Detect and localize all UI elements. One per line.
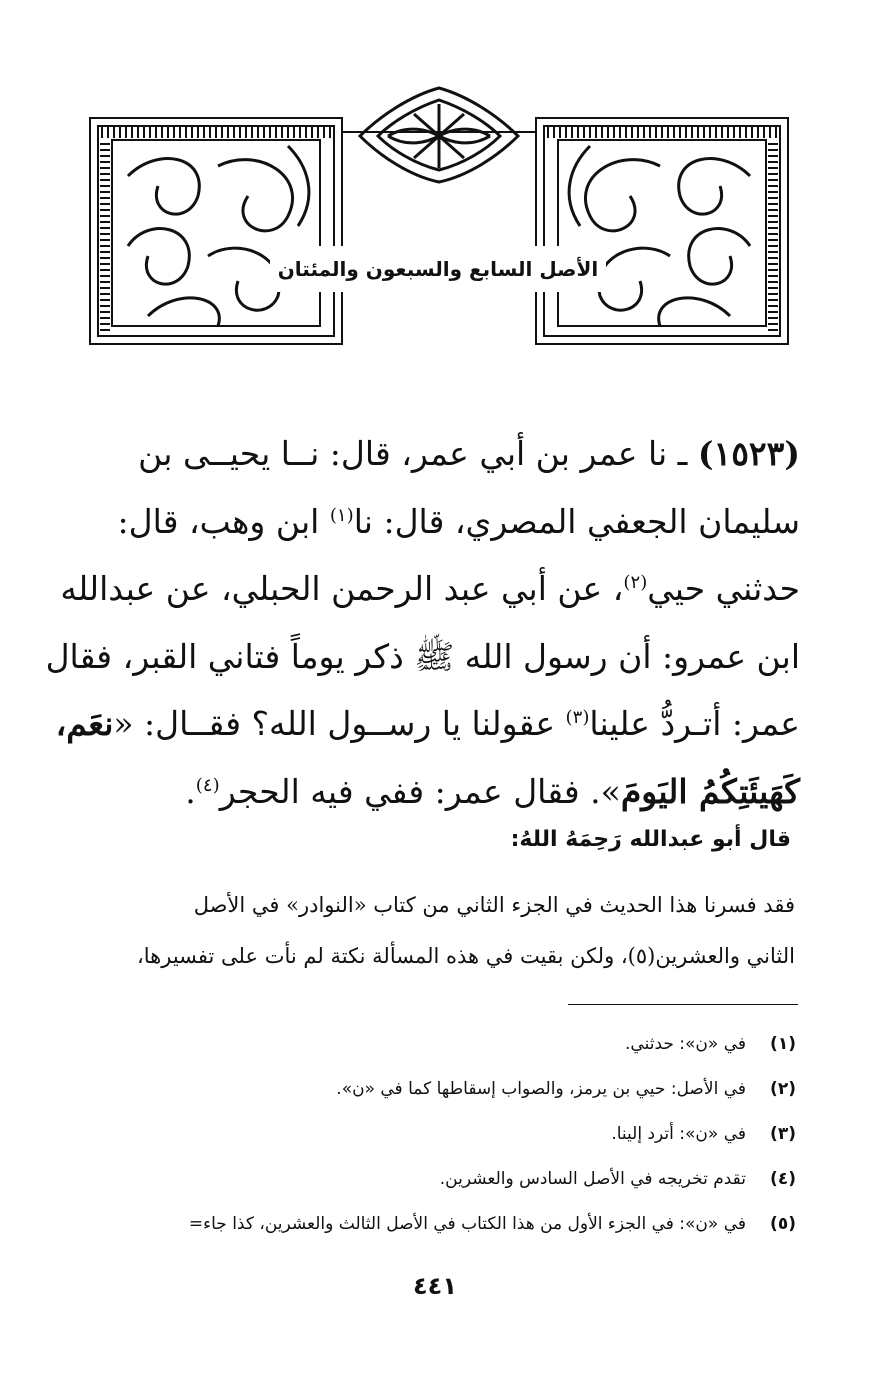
footnote-number: (٢) — [770, 1079, 796, 1099]
footnote-number: (٤) — [770, 1169, 796, 1189]
footnote-number: (٥) — [770, 1214, 796, 1234]
footnote-item — [80, 1202, 796, 1247]
footnote-divider — [568, 1004, 798, 1005]
footnote-text: تقدم تخريجه في الأصل السادس والعشرين. — [439, 1169, 746, 1189]
footnote-item — [80, 1022, 796, 1067]
footnote-text: في «ن»: في الجزء الأول من هذا الكتاب في الأصل الثالث والعشرين، كذا جاء= — [188, 1214, 746, 1234]
hadith-number: (١٥٢٣) — [697, 434, 800, 473]
hadith-line-6: كَهَيئَتِكُمُ اليَومَ». فقال عمر: ففي فيه الحجر$^{(٤)}$. — [185, 771, 800, 811]
footnote-number: (١) — [770, 1034, 796, 1054]
footnote-ref: (٤) — [195, 774, 220, 796]
footnote-item — [80, 1112, 796, 1157]
page-number: ٤٤١ — [413, 1272, 457, 1300]
hadith-line-2: سليمان الجعفي المصري، قال: نا$^{(١)}$ ابن وهب، قال: — [117, 501, 800, 541]
commentary — [80, 880, 795, 982]
footnotes — [80, 1022, 796, 1247]
footnote-text: في «ن»: حدثني. — [625, 1034, 746, 1054]
hadith-line-1: (١٥٢٣) ـ نا عمر بن أبي عمر، قال: نــا يحيــى بن — [138, 434, 800, 473]
footnote-text: في الأصل: حيي بن يرمز، والصواب إسقاطها كما في «ن». — [336, 1079, 746, 1099]
footnote-ref: (٢) — [623, 572, 648, 593]
quoted-answer-cont: كَهَيئَتِكُمُ اليَومَ — [620, 771, 800, 811]
footnote-ref: (٣) — [565, 707, 590, 728]
quoted-answer: نعَم، — [55, 704, 114, 743]
hadith-text — [45, 420, 800, 825]
footnote-ref: (١) — [329, 504, 354, 526]
sub-heading: قال أبو عبدالله رَحِمَهُ اللهُ: — [510, 827, 791, 852]
hadith-line-5: عمر: أتـردُّ علينا$^{(٣)}$ عقولنا يا رســول الله؟ فقــال: «نعَم، — [55, 704, 800, 743]
footnote-item — [80, 1067, 796, 1112]
footnote-item — [80, 1157, 796, 1202]
hadith-line-3: حدثني حيي$^{(٢)}$، عن أبي عبد الرحمن الحبلي، عن عبدالله — [60, 569, 800, 608]
hadith-line-4: ابن عمرو: أن رسول الله ﷺ ذكر يوماً فتاني القبر، فقال — [45, 636, 800, 676]
footnote-text: في «ن»: أترد إلينا. — [611, 1124, 746, 1144]
commentary-line: الثاني والعشرين(٥)، ولكن بقيت في هذه المسألة نكتة لم نأت على تفسيرها، — [137, 944, 795, 968]
footnote-number: (٣) — [770, 1124, 796, 1144]
commentary-line: فقد فسرنا هذا الحديث في الجزء الثاني من كتاب «النوادر» في الأصل — [193, 893, 795, 917]
header-ornament — [88, 86, 790, 354]
chapter-title: الأصل السابع والسبعون والمئتان — [270, 246, 606, 292]
